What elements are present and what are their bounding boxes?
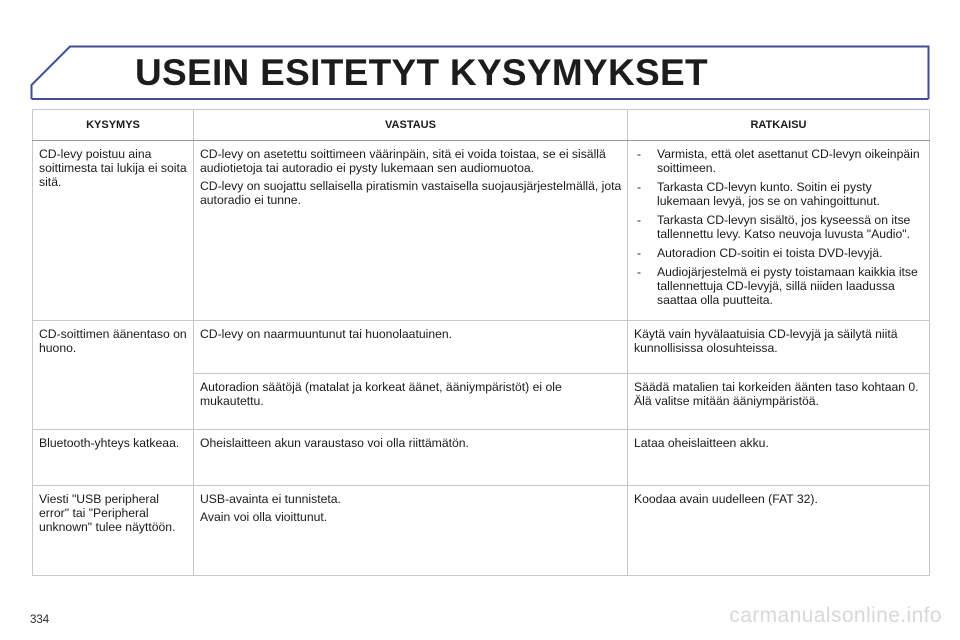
answer-text: USB-avainta ei tunnisteta. — [200, 492, 341, 506]
solution-item: - Autoradion CD-soitin ei toista DVD-levyjä. — [634, 246, 924, 260]
page-title: USEIN ESITETYT KYSYMYKSET — [135, 52, 708, 93]
solution-cell — [628, 141, 930, 321]
answer-cell — [194, 486, 628, 576]
table-row — [33, 141, 930, 321]
question-text: Bluetooth-yhteys katkeaa. — [39, 436, 180, 450]
column-header-answer: VASTAUS — [194, 110, 628, 141]
table-row — [33, 486, 930, 576]
answer-text: Autoradion säätöjä (matalat ja korkeat äänet, ääniympäristöt) ei ole mukautettu. — [200, 380, 562, 408]
table-header-row — [33, 110, 930, 141]
table-row — [33, 321, 930, 374]
solution-text: Lataa oheislaitteen akku. — [634, 436, 769, 450]
watermark: carmanualsonline.info — [729, 604, 942, 627]
column-header-solution: RATKAISU — [628, 110, 930, 141]
solution-item: - Audiojärjestelmä ei pysty toistamaan kaikkia itse tallennettuja CD-levyjä, sillä niiden laadussa saattaa olla puutteita. — [634, 265, 924, 307]
solution-text: Koodaa avain uudelleen (FAT 32). — [634, 492, 818, 506]
question-cell — [33, 321, 194, 430]
question-text: CD-levy poistuu aina soittimesta tai lukija ei soita sitä. — [39, 147, 187, 189]
solution-item: - Varmista, että olet asettanut CD-levyn oikeinpäin soittimeen. — [634, 147, 924, 175]
answer-text: CD-levy on naarmuuntunut tai huonolaatuinen. — [200, 327, 453, 341]
answer-cell — [194, 141, 628, 321]
solution-cell — [628, 430, 930, 486]
table-row — [33, 430, 930, 486]
question-cell — [33, 430, 194, 486]
solution-cell — [628, 321, 930, 374]
question-text: Viesti "USB peripheral error" tai "Peripheral unknown" tulee näyttöön. — [39, 492, 176, 534]
solution-cell — [628, 374, 930, 430]
faq-table — [32, 109, 930, 576]
question-cell — [33, 486, 194, 576]
answer-text: CD-levy on asetettu soittimeen väärinpäin, sitä ei voida toistaa, se ei sisällä audiotietoja tai autoradio ei pysty lukemaan sen audiomuotoa. — [200, 147, 606, 175]
page-number: 334 — [30, 614, 50, 626]
solution-cell — [628, 486, 930, 576]
solution-text: Käytä vain hyvälaatuisia CD-levyjä ja säilytä niitä kunnollisissa olosuhteissa. — [634, 327, 898, 355]
solution-text: Säädä matalien tai korkeiden äänten taso kohtaan 0. Älä valitse mitään ääniympäristöä. — [634, 380, 919, 408]
question-cell — [33, 141, 194, 321]
solution-item: - Tarkasta CD-levyn kunto. Soitin ei pysty lukemaan levyä, jos se on vahingoittunut. — [634, 180, 924, 208]
answer-text: Avain voi olla vioittunut. — [200, 510, 328, 524]
answer-text: CD-levy on suojattu sellaisella piratismin vastaisella suojausjärjestelmällä, jota autoradio ei tunne. — [200, 179, 622, 207]
answer-cell — [194, 374, 628, 430]
answer-text: Oheislaitteen akun varaustaso voi olla riittämätön. — [200, 436, 469, 450]
solution-list — [634, 147, 924, 307]
column-header-question: KYSYMYS — [33, 110, 194, 141]
question-text: CD-soittimen äänentaso on huono. — [39, 327, 187, 355]
answer-cell — [194, 430, 628, 486]
answer-cell — [194, 321, 628, 374]
solution-item: - Tarkasta CD-levyn sisältö, jos kyseessä on itse tallennettu levy. Katso neuvoja luvusta "Audio". — [634, 213, 924, 241]
